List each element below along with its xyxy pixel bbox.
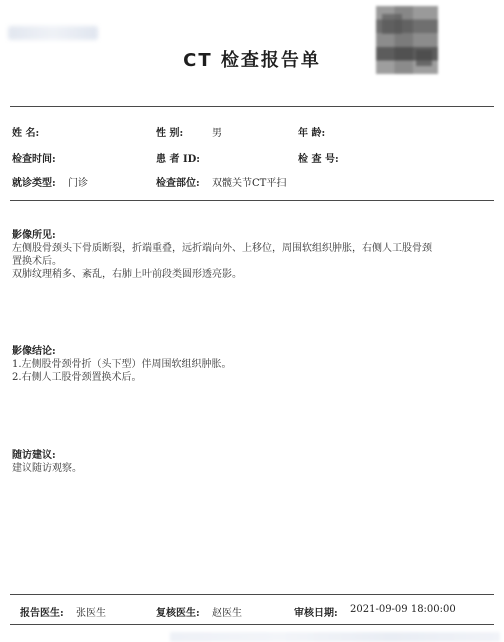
conclusion-heading: 影像结论: <box>12 346 56 357</box>
info-divider <box>10 200 494 201</box>
exam-time-label: 检查时间: <box>12 154 56 165</box>
blurred-watermark <box>170 632 500 642</box>
findings-heading: 影像所见: <box>12 230 56 241</box>
gender-value: 男 <box>212 128 222 139</box>
exam-no-label: 检 查 号: <box>298 154 339 165</box>
review-doctor-value: 赵医生 <box>212 608 242 619</box>
review-date-label: 审核日期: <box>294 608 338 619</box>
report-title: CT 检查报告单 <box>183 50 321 71</box>
review-date-value: 2021-09-09 18:00:00 <box>350 604 456 615</box>
conclusion-line: 2.右侧人工股骨颈置换术后。 <box>12 372 142 383</box>
exam-site-value: 双髋关节CT平扫 <box>212 178 287 189</box>
footer-divider-bottom <box>10 624 494 625</box>
gender-label: 性 别: <box>156 128 184 139</box>
header-divider <box>10 106 494 107</box>
findings-line: 双肺纹理稍多、紊乱，右肺上叶前段类圆形透亮影。 <box>12 269 242 280</box>
report-doctor-label: 报告医生: <box>20 608 64 619</box>
report-doctor-value: 张医生 <box>76 608 106 619</box>
footer-divider-top <box>10 594 494 595</box>
findings-line: 置换术后。 <box>12 256 62 267</box>
findings-line: 左侧股骨颈头下骨质断裂，折端重叠，远折端向外、上移位，周围软组织肿胀，右侧人工股骨颈 <box>12 243 432 254</box>
name-label: 姓 名: <box>12 128 40 139</box>
patient-id-label: 患 者 ID: <box>156 154 201 165</box>
visit-type-label: 就诊类型: <box>12 178 56 189</box>
visit-type-value: 门诊 <box>68 178 88 189</box>
blurred-header-text <box>8 26 98 40</box>
followup-heading: 随访建议: <box>12 450 56 461</box>
conclusion-line: 1.左侧股骨颈骨折（头下型）伴周围软组织肿胀。 <box>12 359 232 370</box>
conclusion-text <box>12 358 434 384</box>
age-label: 年 龄: <box>298 128 326 139</box>
followup-text: 建议随访观察。 <box>12 463 82 474</box>
findings-text <box>12 242 434 281</box>
review-doctor-label: 复核医生: <box>156 608 200 619</box>
exam-site-label: 检查部位: <box>156 178 200 189</box>
